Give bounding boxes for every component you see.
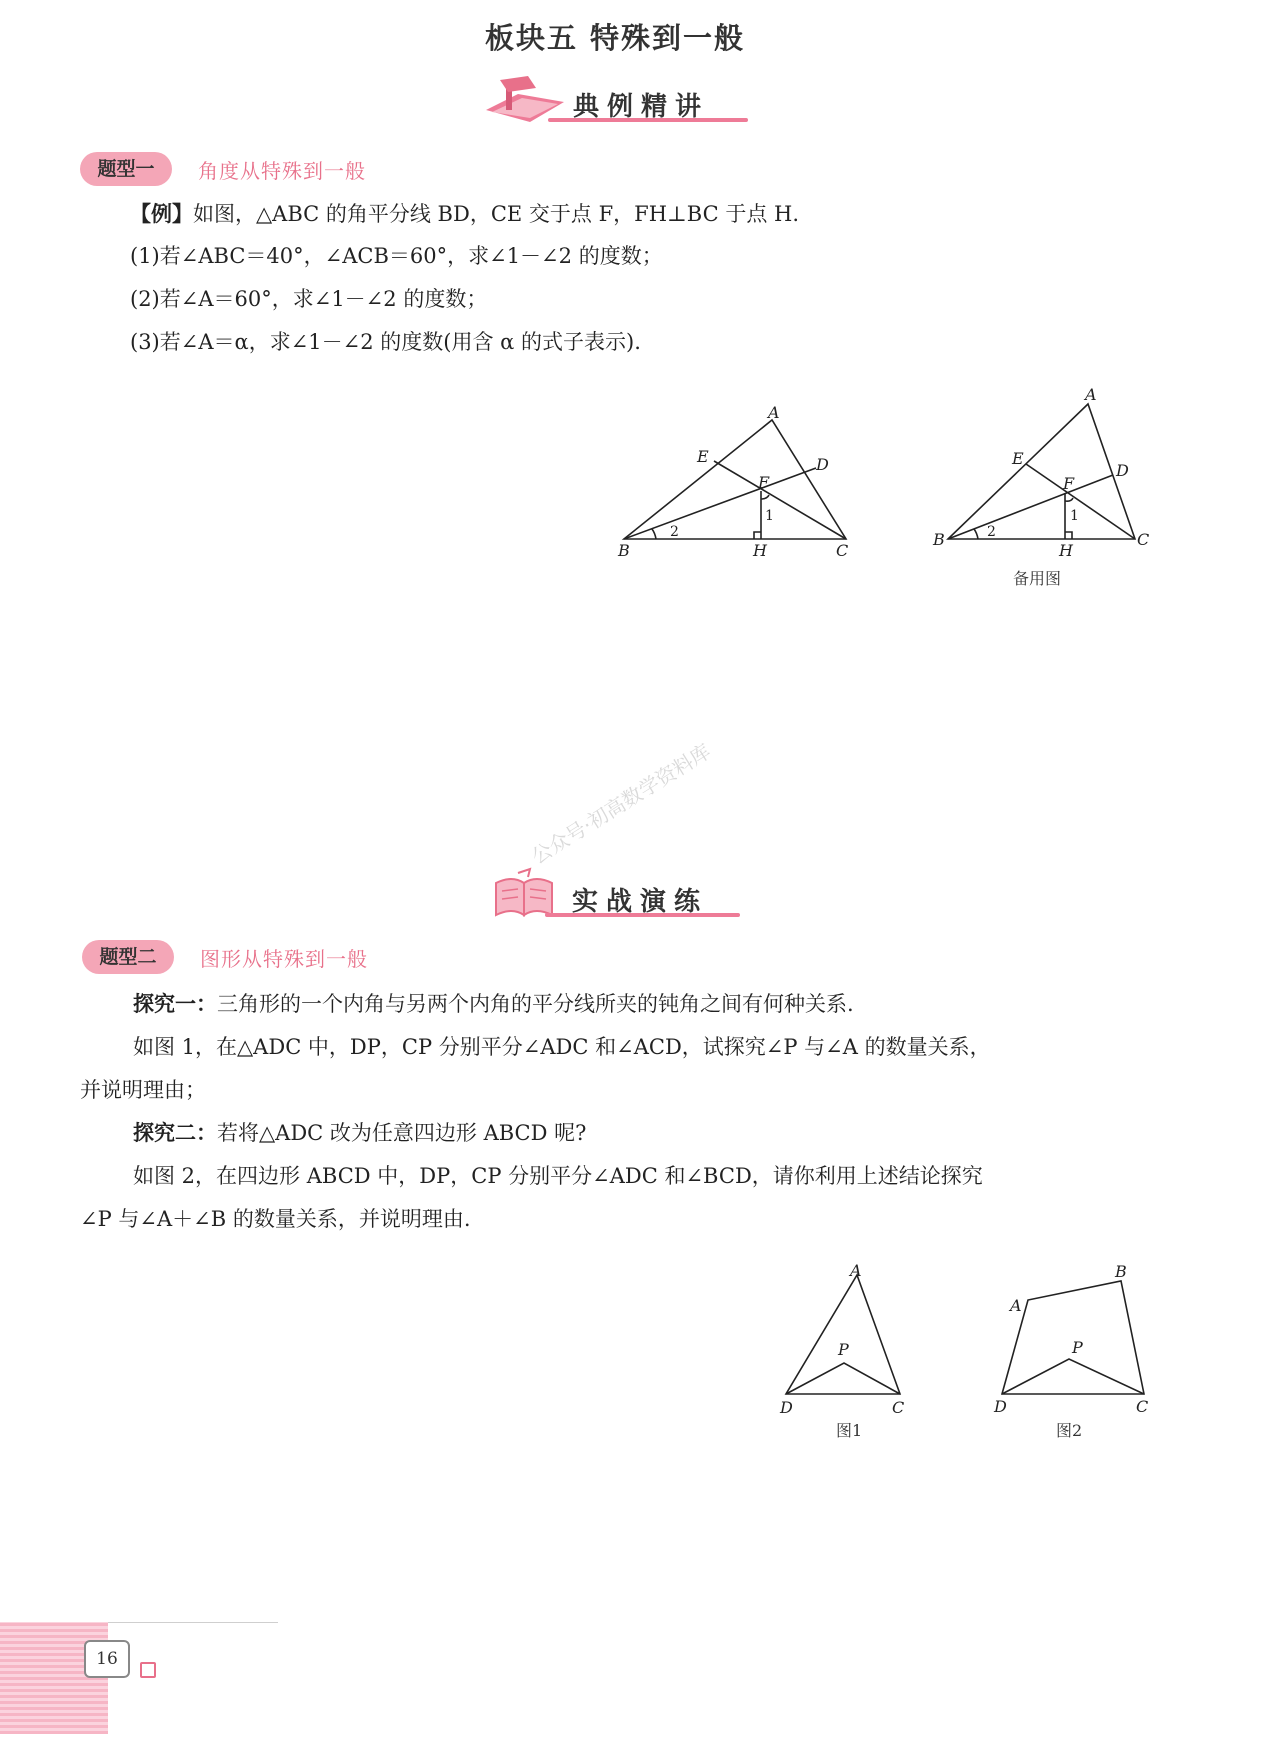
explore-two-tag: 探究二： (133, 1120, 217, 1145)
label-angle-2: 2 (987, 524, 996, 540)
desk-lamp-icon (478, 76, 568, 124)
square-icon (140, 1662, 156, 1678)
footer-divider (108, 1622, 278, 1623)
question-3: (3)若∠A＝α，求∠1－∠2 的度数(用含 α 的式子表示). (130, 330, 641, 354)
book-icon (490, 867, 560, 919)
label-c: C (836, 541, 849, 560)
explore-two (133, 1119, 586, 1147)
label-angle-1: 1 (765, 508, 774, 524)
type-header-2 (82, 940, 482, 974)
type-header-1 (80, 152, 480, 186)
label-c: C (1136, 1397, 1149, 1415)
label-f: F (758, 473, 770, 492)
question-2: (2)若∠A＝60°，求∠1－∠2 的度数； (130, 287, 488, 311)
footer-decoration (0, 1622, 108, 1734)
banner-label: 实战演练 (572, 887, 709, 917)
explore-two-text: 若将△ADC 改为任意四边形 ABCD 呢? (217, 1121, 587, 1145)
label-h: H (753, 541, 767, 560)
figure-caption-spare: 备用图 (1013, 569, 1062, 588)
explore-one (133, 990, 854, 1018)
label-a: A (768, 403, 780, 422)
label-a: A (850, 1261, 862, 1280)
label-d: D (994, 1397, 1007, 1415)
type-title: 角度从特殊到一般 (198, 159, 366, 183)
figure2-paragraph-line1: 如图 2，在四边形 ABCD 中，DP，CP 分别平分∠ADC 和∠BCD，请你利用上述结论探究 (133, 1164, 983, 1188)
label-p: P (838, 1340, 849, 1359)
example-tag: 【例】 (130, 201, 193, 226)
label-p: P (1072, 1338, 1083, 1357)
spare-triangle-figure (925, 380, 1155, 560)
watermark-text: 公众号·初高数学资料库 (527, 739, 715, 869)
label-d: D (780, 1398, 793, 1415)
type-pill: 题型一 (80, 152, 172, 186)
figure-2-caption: 图2 (1056, 1421, 1083, 1440)
label-b: B (933, 530, 945, 549)
explore-one-tag: 探究一： (133, 991, 217, 1016)
banner-label: 典例精讲 (573, 92, 710, 122)
triangle-figure (610, 398, 870, 578)
figure-1-triangle (772, 1255, 912, 1415)
figure1-paragraph-line2: 并说明理由； (80, 1078, 206, 1102)
label-angle-1: 1 (1070, 508, 1079, 524)
question-1: (1)若∠ABC＝40°，∠ACB＝60°，求∠1－∠2 的度数； (130, 244, 663, 268)
section-banner-practice (490, 875, 740, 921)
figure-1-caption: 图1 (836, 1421, 863, 1440)
label-c: C (1137, 530, 1150, 549)
label-e: E (697, 447, 709, 466)
type-pill: 题型二 (82, 940, 174, 974)
label-a: A (1085, 385, 1097, 404)
block-title: 板块五 特殊到一般 (484, 21, 746, 55)
label-b: B (618, 541, 630, 560)
type-title: 图形从特殊到一般 (200, 947, 368, 971)
label-d: D (816, 455, 829, 474)
label-d: D (1116, 461, 1129, 480)
label-e: E (1012, 449, 1024, 468)
example-statement (130, 200, 799, 228)
explore-one-text: 三角形的一个内角与另两个内角的平分线所夹的钝角之间有何种关系. (217, 992, 854, 1016)
label-a: A (1010, 1296, 1022, 1315)
label-b: B (1115, 1262, 1127, 1281)
section-banner-examples (478, 80, 748, 126)
figure-2-quadrilateral (990, 1255, 1170, 1415)
figure1-paragraph-line1: 如图 1，在△ADC 中，DP，CP 分别平分∠ADC 和∠ACD，试探究∠P 与∠A 的数量关系， (133, 1035, 991, 1059)
label-angle-2: 2 (670, 524, 679, 540)
example-text: 如图，△ABC 的角平分线 BD，CE 交于点 F，FH⊥BC 于点 H. (193, 202, 800, 226)
label-c: C (892, 1398, 905, 1415)
label-f: F (1063, 474, 1075, 493)
label-h: H (1059, 541, 1073, 560)
figure2-paragraph-line2: ∠P 与∠A＋∠B 的数量关系，并说明理由. (80, 1207, 471, 1231)
page-number: 16 (84, 1640, 130, 1678)
